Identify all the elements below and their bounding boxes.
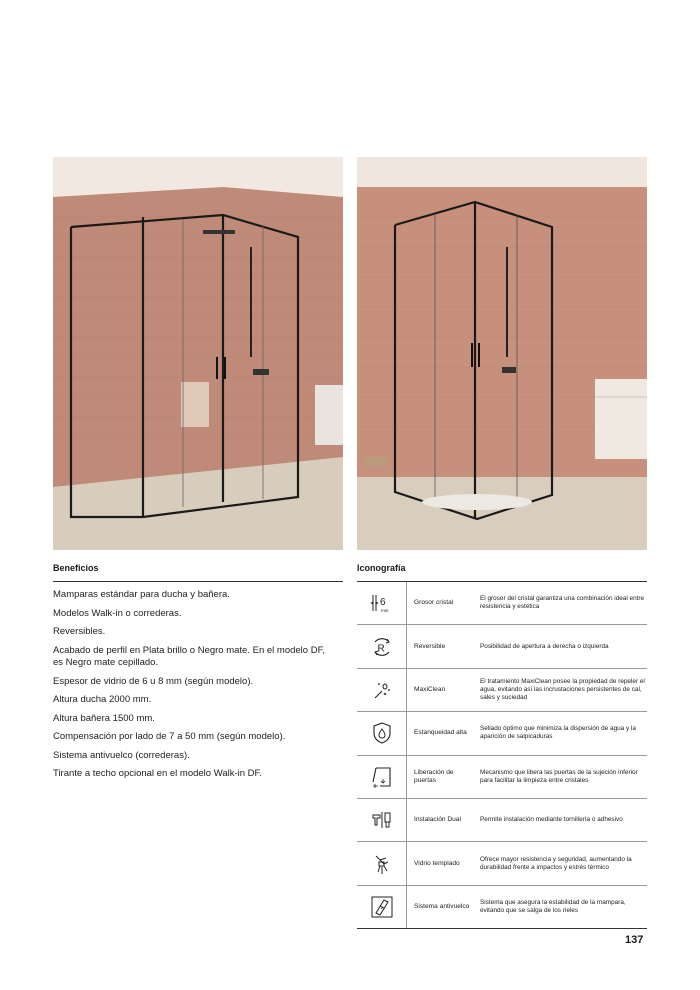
icon-description: Posibilidad de apertura a derecha o izquierda: [480, 642, 609, 650]
iconography-row: [357, 842, 647, 885]
icon-label: Estanqueidad alta: [414, 729, 467, 737]
reversible-letter: R: [377, 643, 385, 655]
thickness-value: 6: [379, 597, 386, 609]
icon-description: Permite instalación mediante tornillería o adhesivo: [480, 816, 623, 824]
tempered-glass-icon: [357, 842, 407, 884]
icon-description: El tratamiento MaxiClean posee la propiedad de repeler el agua, evitando así las incrustaciones persistentes de cal, sales y suciedad: [480, 677, 645, 701]
benefit-item: Mamparas estándar para ducha y bañera.: [53, 589, 230, 600]
iconography-row: [357, 886, 647, 929]
iconography-table: [357, 582, 647, 929]
iconography-row: [357, 582, 647, 625]
icon-description: El grosor del cristal garantiza una combinación ideal entre resistencia y estética: [480, 595, 645, 611]
benefit-item: Reversibles.: [53, 626, 106, 637]
benefits-divider: [53, 581, 343, 582]
reversible-icon: [357, 625, 407, 667]
benefit-item: Acabado de perfil en Plata brillo o Negro mate. En el modelo DF, es Negro mate cepillado.: [53, 644, 325, 668]
iconography-row: [357, 712, 647, 755]
benefit-item: Sistema antivuelco (correderas).: [53, 749, 190, 761]
iconography-row: [357, 756, 647, 799]
waterproof-shield-icon: [357, 712, 407, 754]
glass-thickness-icon: [357, 582, 407, 624]
benefit-item: Altura bañera 1500 mm.: [53, 712, 155, 724]
icon-label: Instalación Dual: [414, 816, 461, 824]
benefit-item: Tirante a techo opcional en el modelo Walk-in DF.: [53, 768, 262, 779]
benefits-title: Beneficios: [53, 563, 99, 573]
icon-label: Sistema antivuelco: [414, 902, 470, 910]
photo-shower-corner: [357, 157, 647, 550]
photo-shower-walkin: [53, 157, 343, 550]
icon-description: Sellado óptimo que minimiza la dispersión de agua y la aparición de salpicaduras: [480, 725, 636, 741]
icon-label: MaxiClean: [414, 685, 446, 693]
iconography-row: [357, 669, 647, 712]
benefit-item: Altura ducha 2000 mm.: [53, 694, 152, 705]
anti-tip-icon: [357, 886, 407, 928]
icon-label: Grosor cristal: [414, 599, 454, 607]
benefit-item: Modelos Walk-in o correderas.: [53, 607, 182, 619]
benefit-item: Compensación por lado de 7 a 50 mm (según modelo).: [53, 731, 286, 742]
page-number: 137: [625, 934, 644, 946]
iconography-title: Iconografía: [357, 563, 406, 573]
maxiclean-icon: [357, 669, 407, 711]
thickness-unit: mm: [380, 608, 388, 614]
door-release-icon: [357, 756, 407, 798]
icon-description: Ofrece mayor resistencia y seguridad, aumentando la durabilidad frente a impactos y estrés térmico: [480, 855, 632, 871]
icon-label: Vidrio templado: [414, 859, 460, 867]
iconography-row: [357, 799, 647, 842]
iconography-row: [357, 625, 647, 668]
benefit-item: Espesor de vidrio de 6 u 8 mm (según modelo).: [53, 675, 254, 687]
icon-label: Liberación de puertas: [414, 768, 454, 784]
icon-description: Mecanismo que libera las puertas de la sujeción inferior para facilitar la limpieza entre cristales: [480, 768, 638, 784]
icon-description: Sistema que asegura la estabilidad de la mampara, evitando que se salga de los rieles: [480, 898, 626, 914]
icon-label: Reversible: [414, 642, 446, 650]
benefits-list: [53, 589, 328, 787]
dual-installation-icon: [357, 799, 407, 841]
